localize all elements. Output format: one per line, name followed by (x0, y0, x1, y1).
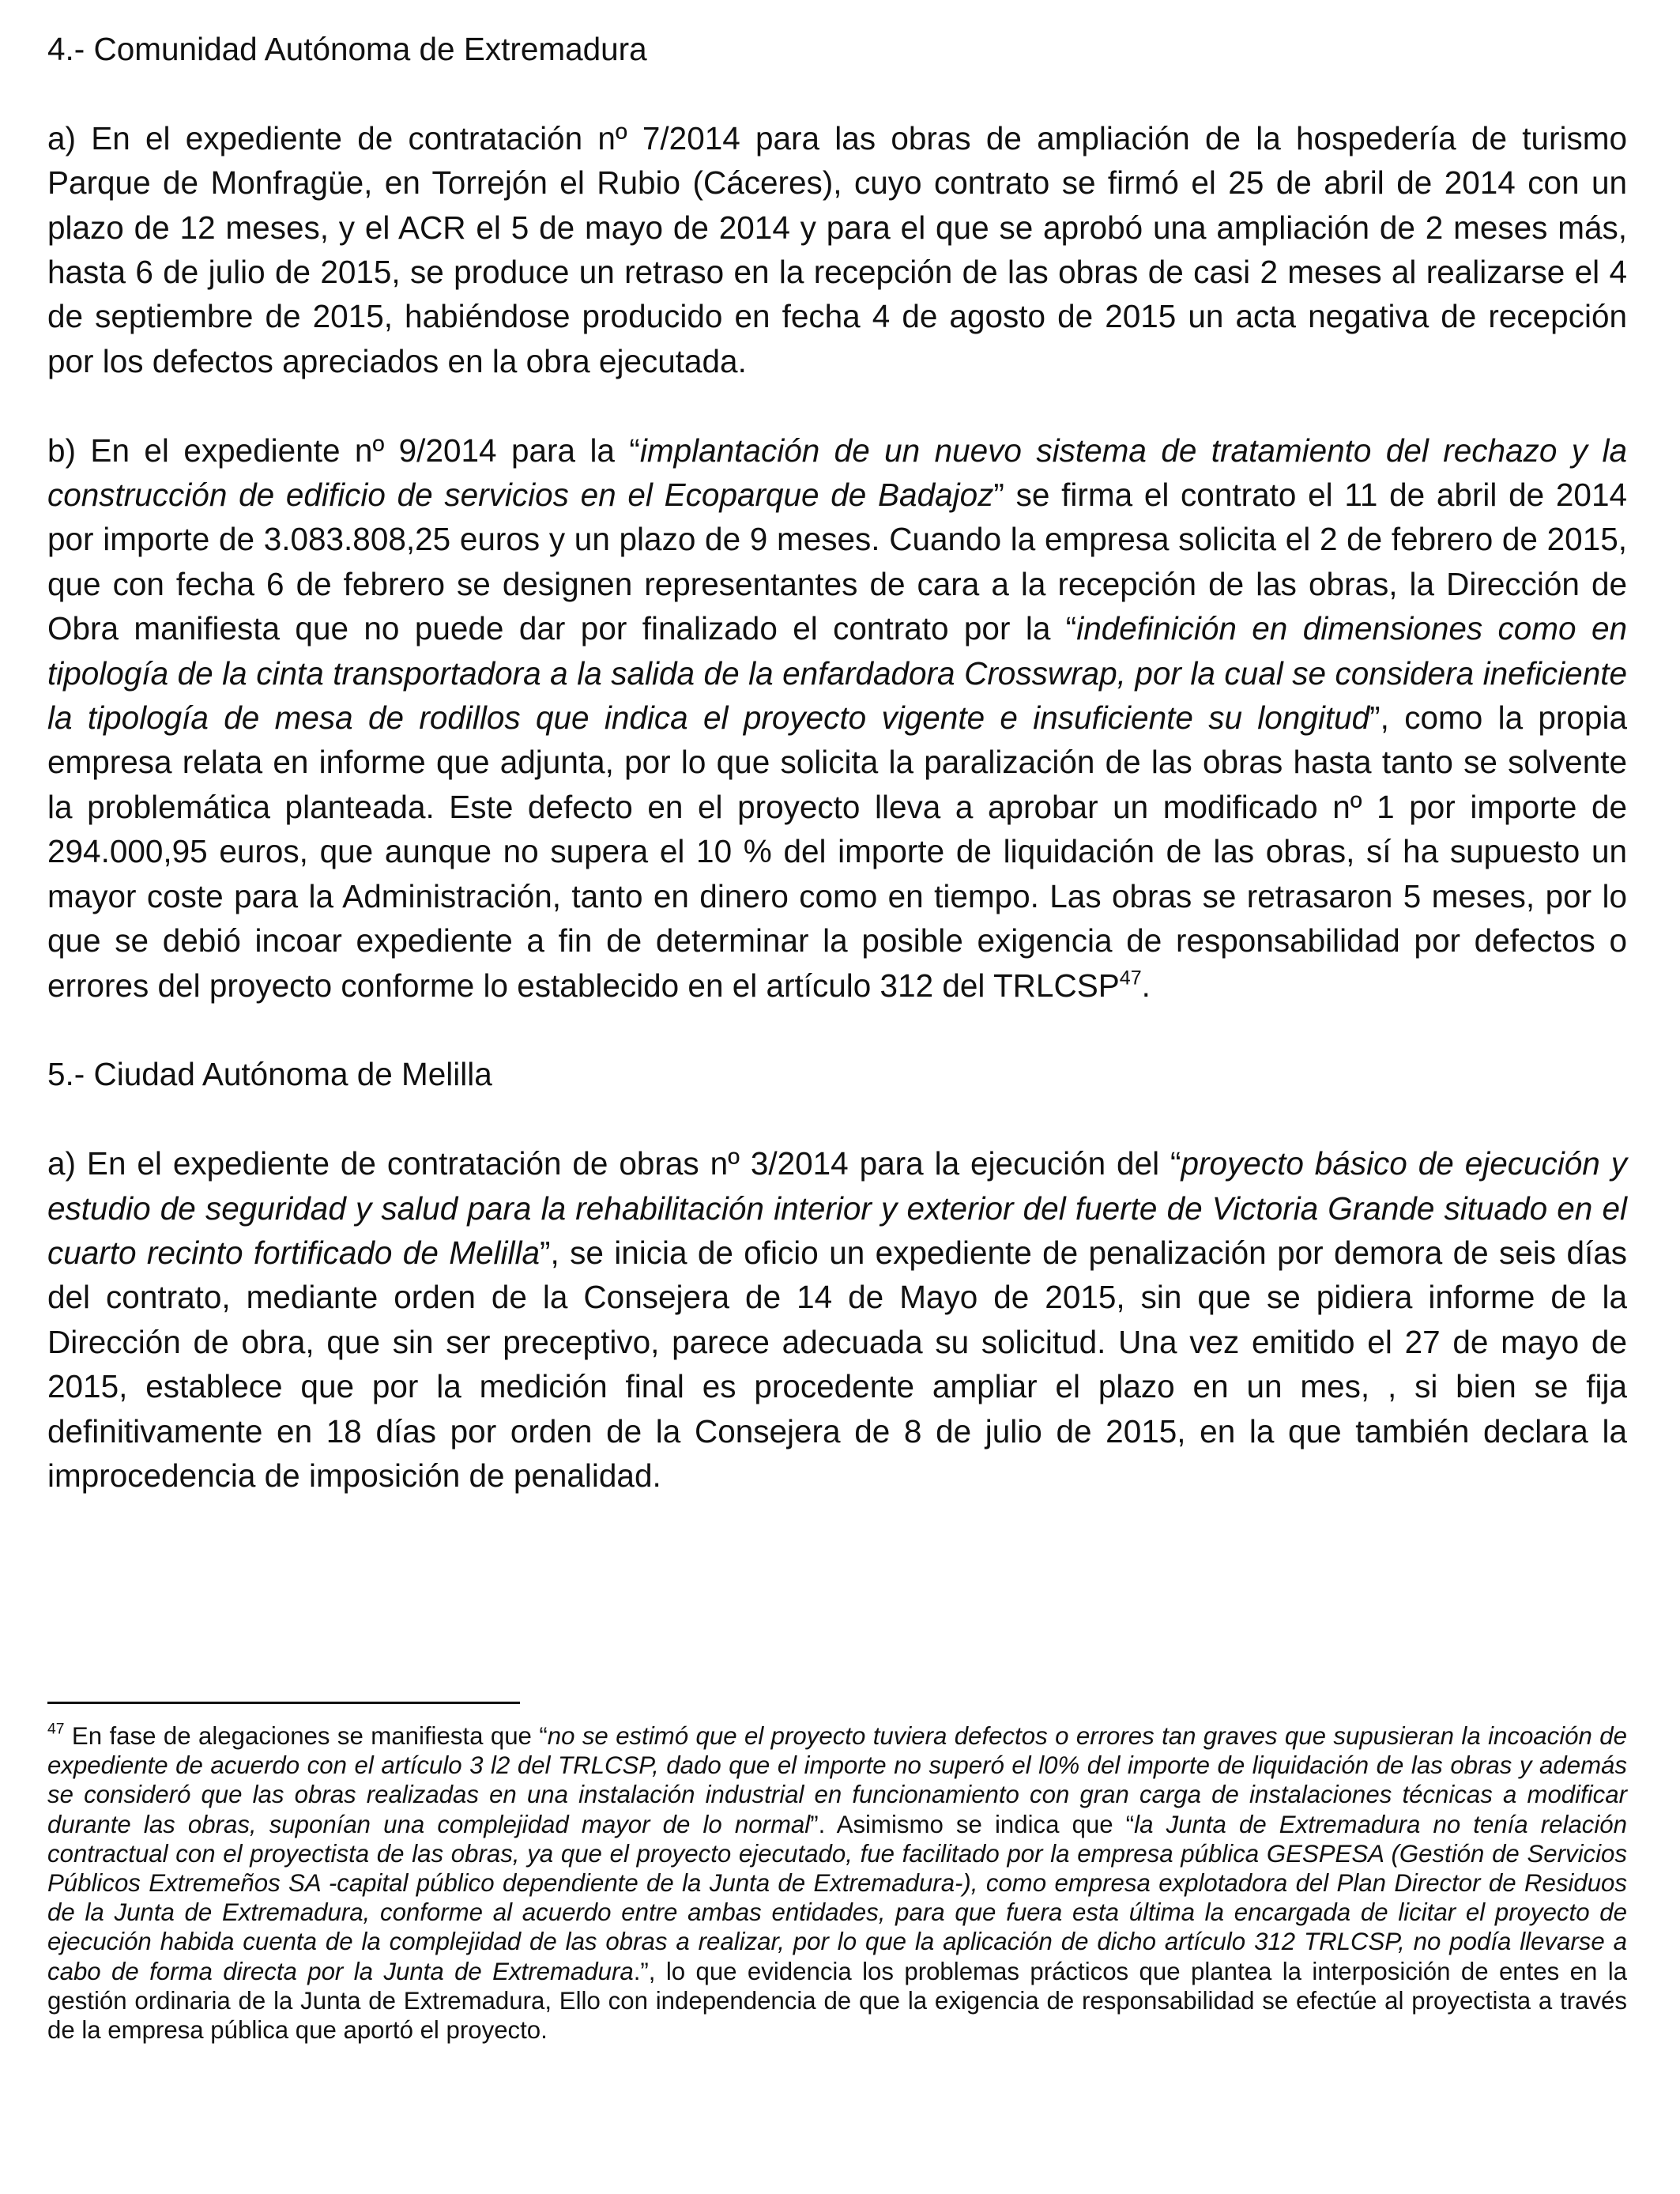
paragraph-text: ”, se inicia de oficio un expediente de penalización por demora de seis días del contrato, mediante orden de la Consejera de 14 de Mayo de 2015, sin que se pidiera informe de la Dirección de obra, que sin ser preceptivo, parece adecuada su solicitud. Una vez emitido el 27 de mayo de 2015, establece que por la medición final es procedente ampliar el plazo en un mes, , si bien se fija definitivamente en 18 días por orden de la Consejera de 8 de julio de 2015, en la que también declara la improcedencia de imposición de penalidad. (47, 1234, 1627, 1494)
footnote-reference[interactable]: 47 (1119, 966, 1142, 989)
paragraph-text: ” se firma el contrato el 11 de abril de 2014 por importe de 3.083.808,25 euros y un plazo de 9 meses. Cuando la empresa solicita el 2 de febrero de 2015, que con fecha 6 de febrero se designen representantes de cara a la recepción de las obras, la Dirección de Obra manifiesta que no puede dar por finalizado el contrato por la “ (47, 477, 1627, 647)
quoted-project-title: implantación de un nuevo sistema de tratamiento del rechazo y la construcción de edificio de servicios en el Ecoparque de Badajoz (47, 432, 1627, 514)
quoted-direction-statement: indefinición en dimensiones como en tipología de la cinta transportadora a la salida de la enfardadora Crosswrap, por la cual se considera ineficiente la tipología de mesa de rodillos que indica el proyecto vigente e insuficiente su longitud (47, 610, 1627, 737)
quoted-project-title: proyecto básico de ejecución y estudio de seguridad y salud para la rehabilitación interior y exterior del fuerte de Victoria Grande situado en el cuarto recinto fortificado de Melilla (47, 1145, 1627, 1271)
section-5-paragraph-a (47, 1141, 1627, 1498)
section-5-heading: 5.- Ciudad Autónoma de Melilla (47, 1056, 492, 1093)
footnote-47 (47, 1721, 1627, 2045)
paragraph-text: b) En el expediente nº 9/2014 para la “ (47, 432, 640, 469)
paragraph-text: a) En el expediente de contratación de obras nº 3/2014 para la ejecución del “ (47, 1145, 1181, 1182)
document-page (47, 27, 1627, 1498)
footnote-number: 47 (47, 1720, 65, 1738)
footnote-quote: no se estimó que el proyecto tuviera defectos o errores tan graves que supusieran la incoación de expediente de acuerdo con el artículo 3 l2 del TRLCSP, dado que el importe no superó el l0% del importe de liquidación de las obras y además se consideró que las obras realizadas en una instalación industrial en funcionamiento con gran carga de instalaciones técnicas a modificar durante las obras, suponían una complejidad mayor de lo normal (47, 1722, 1627, 1838)
footnote-text: ”. Asimismo se indica que “ (810, 1810, 1135, 1838)
footnote-text: En fase de alegaciones se manifiesta que “ (64, 1722, 548, 1750)
paragraph-text: ”, como la propia empresa relata en informe que adjunta, por lo que solicita la paralización de las obras hasta tanto se solvente la problemática planteada. Este defecto en el proyecto lleva a aprobar un modificado nº 1 por importe de 294.000,95 euros, que aunque no supera el 10 % del importe de liquidación de las obras, sí ha supuesto un mayor coste para la Administración, tanto en dinero como en tiempo. Las obras se retrasaron 5 meses, por lo que se debió incoar expediente a fin de determinar la posible exigencia de responsabilidad por defectos o errores del proyecto conforme lo establecido en el artículo 312 del TRLCSP (47, 699, 1627, 1004)
paragraph-text: . (1141, 967, 1151, 1004)
footnote-quote: la Junta de Extremadura no tenía relación contractual con el proyectista de las obras, ya que el proyecto ejecutado, fue facilitado por la empresa pública GESPESA (Gestión de Servicios Públicos Extremeños SA -capital público dependiente de la Junta de Extremadura-), como empresa explotadora del Plan Director de Residuos de la Junta de Extremadura, conforme al acuerdo entre ambas entidades, para que fuera esta última la encargada de licitar el proyecto de ejecución habida cuenta de la complejidad de las obras a realizar, por lo que la aplicación de dicho artículo 312 TRLCSP, no podía llevarse a cabo de forma directa por la Junta de Extremadura (47, 1810, 1627, 1985)
section-4-paragraph-b (47, 428, 1627, 1008)
section-4-heading: 4.- Comunidad Autónoma de Extremadura (47, 31, 647, 67)
footnote-separator (47, 1702, 520, 1704)
footnote-text: .”, lo que evidencia los problemas prácticos que plantea la interposición de entes en la gestión ordinaria de la Junta de Extremadura, Ello con independencia de que la exigencia de responsabilidad se efectúe al proyectista a través de la empresa pública que aportó el proyecto. (47, 1957, 1627, 2045)
section-4-paragraph-a: a) En el expediente de contratación nº 7/2014 para las obras de ampliación de la hospedería de turismo Parque de Monfragüe, en Torrejón el Rubio (Cáceres), cuyo contrato se firmó el 25 de abril de 2014 con un plazo de 12 meses, y el ACR el 5 de mayo de 2014 y para el que se aprobó una ampliación de 2 meses más, hasta 6 de julio de 2015, se produce un retraso en la recepción de las obras de casi 2 meses al realizarse el 4 de septiembre de 2015, habiéndose producido en fecha 4 de agosto de 2015 un acta negativa de recepción por los defectos apreciados en la obra ejecutada. (47, 119, 1627, 379)
